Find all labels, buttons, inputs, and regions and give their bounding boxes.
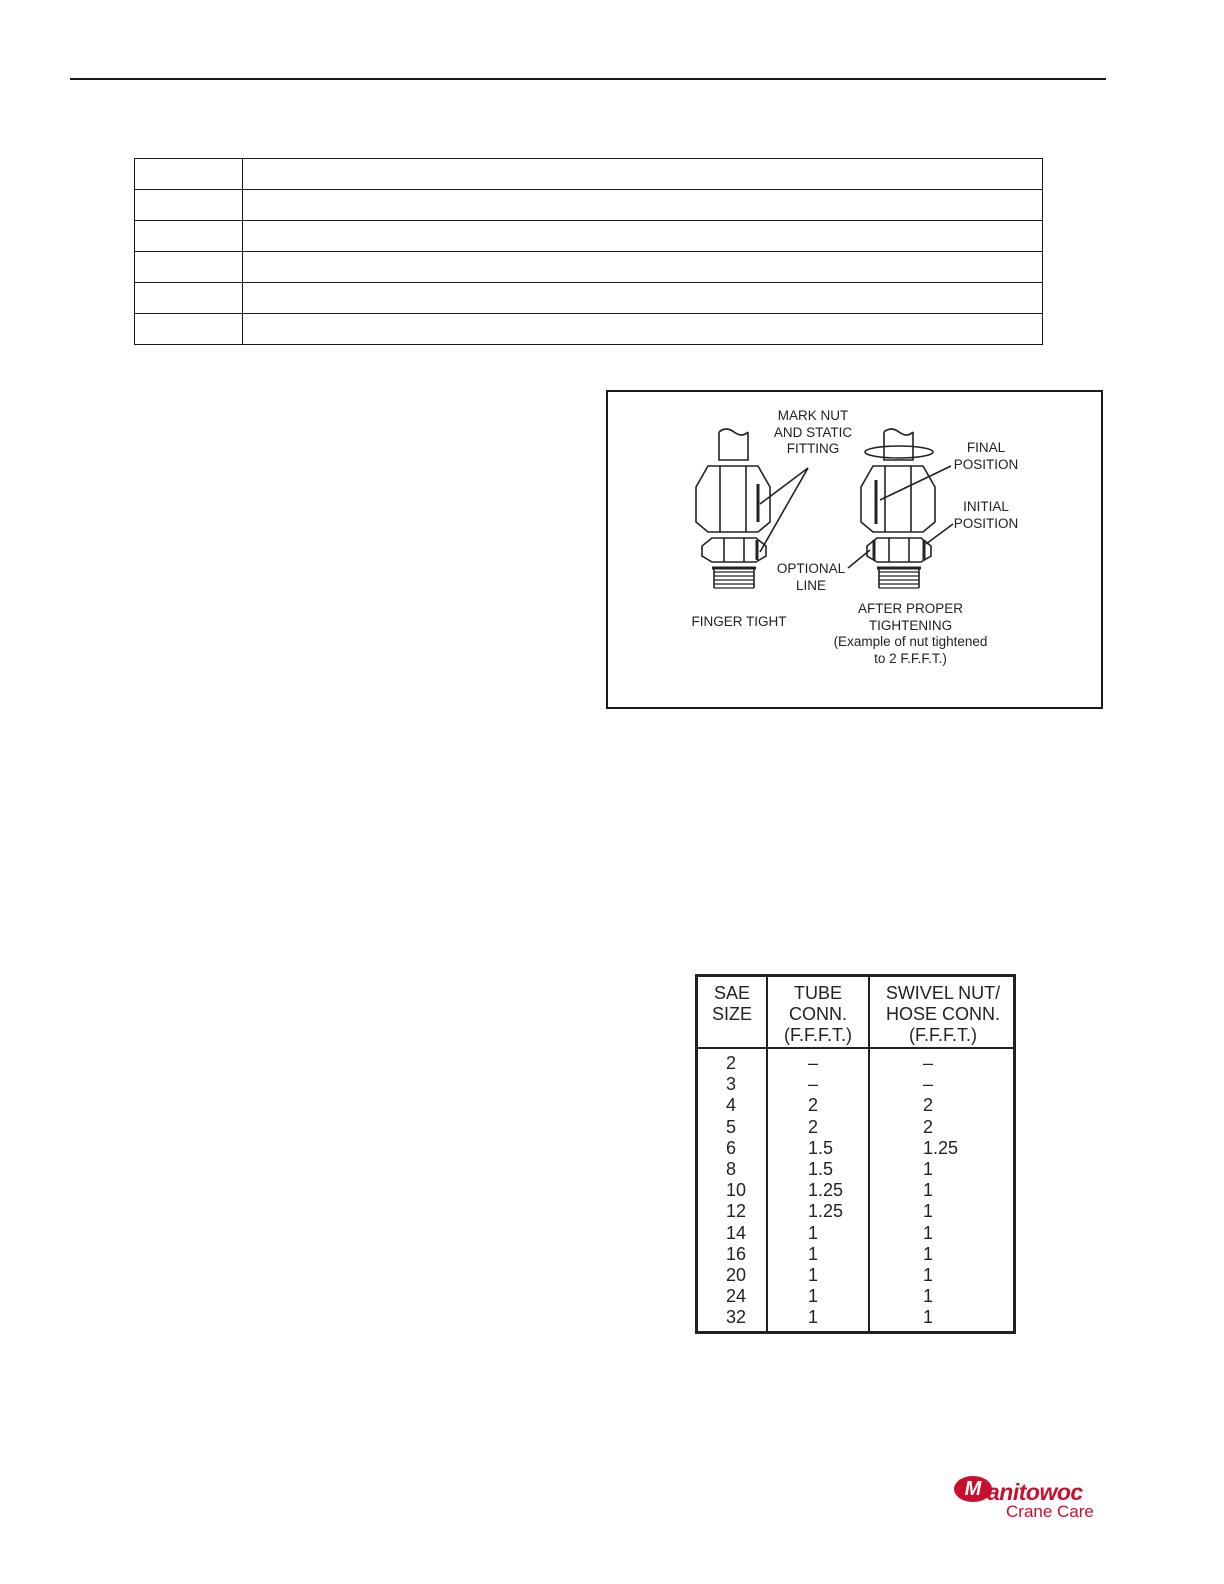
swivel-nut-cell: 2	[923, 1116, 934, 1137]
table-row	[135, 314, 1043, 345]
sae-size-cell: 16	[726, 1243, 747, 1264]
header-tube-conn: TUBE CONN. (F.F.F.T.)	[784, 983, 852, 1045]
logo-wordmark: anitowoc	[987, 1479, 1083, 1505]
table-cell	[135, 252, 243, 283]
table-row	[135, 221, 1043, 252]
sae-size-cell: 24	[726, 1286, 747, 1307]
swivel-nut-cell: 1	[923, 1307, 934, 1328]
swivel-nut-cell: 2	[923, 1095, 934, 1116]
tube-conn-cell: 1.5	[808, 1137, 834, 1158]
logo-subtitle: Crane Care	[1006, 1502, 1094, 1521]
sae-size-cell: 14	[726, 1222, 747, 1243]
ffft-table	[695, 974, 1016, 1334]
sae-size-column	[726, 977, 766, 1331]
tube-conn-cell: 1	[808, 1265, 819, 1285]
table-row	[135, 252, 1043, 283]
sae-size-cell: 5	[726, 1116, 737, 1137]
table-row	[135, 283, 1043, 314]
sae-size-cell: 32	[726, 1307, 747, 1328]
sae-size-cell: 6	[726, 1137, 737, 1158]
table-cell	[243, 190, 1043, 221]
swivel-nut-cell: 1.25	[923, 1137, 959, 1158]
label-mark-nut: MARK NUT AND STATIC FITTING	[773, 408, 853, 456]
header-sae-size: SAE SIZE	[711, 983, 752, 1024]
swivel-nut-cell: 1	[923, 1201, 934, 1222]
tube-conn-cell: 1	[808, 1307, 819, 1328]
table-cell	[243, 314, 1043, 345]
tube-conn-cell: 2	[808, 1116, 819, 1137]
table-cell	[243, 283, 1043, 314]
sae-size-cell: 12	[726, 1201, 747, 1222]
table-cell	[243, 221, 1043, 252]
table-cell	[135, 190, 243, 221]
tube-conn-cell: 2	[808, 1095, 819, 1116]
tube-conn-cell: 1	[808, 1286, 819, 1307]
sae-size-cell: 4	[726, 1095, 737, 1116]
tube-conn-cell: –	[808, 1053, 819, 1073]
sae-size-cell: 8	[726, 1159, 737, 1179]
tube-conn-cell: 1	[808, 1243, 819, 1264]
table-cell	[135, 159, 243, 190]
table-cell	[135, 221, 243, 252]
empty-table	[134, 158, 1043, 345]
sae-size-cell: 2	[726, 1053, 737, 1073]
label-finger-tight: FINGER TIGHT	[691, 614, 787, 629]
swivel-nut-cell: –	[923, 1053, 934, 1073]
fitting-tightening-figure	[606, 390, 1103, 709]
table-cell	[135, 314, 243, 345]
swivel-nut-cell: –	[923, 1074, 934, 1095]
label-after-proper-tightening: AFTER PROPER TIGHTENING (Example of nut tightened to 2 F.F.F.T.)	[833, 601, 988, 666]
header-rule	[70, 78, 1106, 80]
swivel-nut-cell: 1	[923, 1159, 934, 1179]
tube-conn-cell: –	[808, 1074, 819, 1095]
header-swivel-nut: SWIVEL NUT/ HOSE CONN. (F.F.F.T.)	[885, 983, 1001, 1045]
table-cell	[243, 159, 1043, 190]
table-cell	[135, 283, 243, 314]
swivel-nut-cell: 1	[923, 1265, 934, 1285]
table-cell	[243, 252, 1043, 283]
sae-size-cell: 3	[726, 1074, 737, 1095]
table-row	[135, 190, 1043, 221]
tube-conn-cell: 1.25	[808, 1180, 844, 1201]
label-optional-line: OPTIONAL LINE	[776, 561, 846, 593]
label-final-position: FINAL POSITION	[953, 440, 1019, 472]
tube-conn-cell: 1.25	[808, 1201, 844, 1222]
swivel-nut-cell: 1	[923, 1286, 934, 1307]
manitowoc-crane-care-logo	[954, 1474, 1106, 1524]
sae-size-cell: 10	[726, 1180, 747, 1201]
sae-size-cell: 20	[726, 1265, 747, 1285]
table-row	[135, 159, 1043, 190]
swivel-nut-cell: 1	[923, 1222, 934, 1243]
tube-conn-column	[808, 977, 868, 1331]
tube-conn-cell: 1.5	[808, 1159, 834, 1179]
logo-mark: M	[954, 1476, 992, 1502]
swivel-nut-cell: 1	[923, 1243, 934, 1264]
label-initial-position: INITIAL POSITION	[953, 499, 1019, 531]
swivel-nut-cell: 1	[923, 1180, 934, 1201]
tube-conn-cell: 1	[808, 1222, 819, 1243]
swivel-nut-column	[923, 977, 1003, 1331]
